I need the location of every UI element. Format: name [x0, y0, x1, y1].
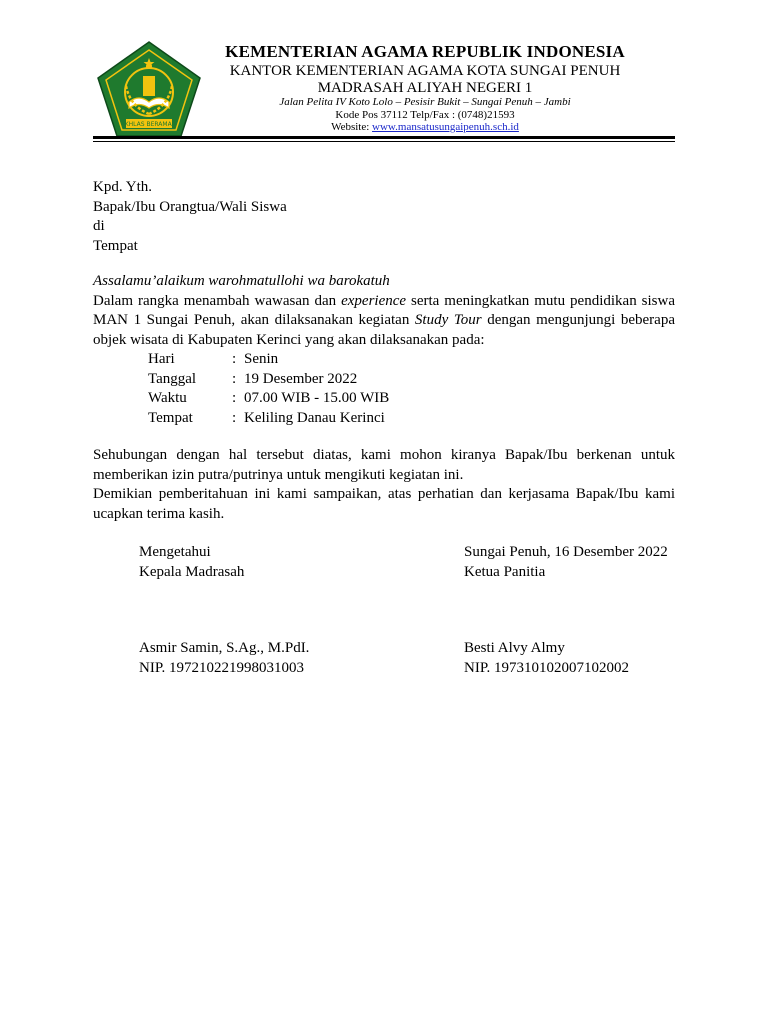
detail-colon: : [232, 370, 237, 387]
detail-colon: : [232, 409, 237, 426]
recipient-line: di [93, 218, 105, 234]
recipient-line: Bapak/Ibu Orangtua/Wali Siswa [93, 198, 287, 215]
paragraph-intro: Dalam rangka menambah wawasan dan experience serta meningkatkan mutu pendidikan siswa MAN 1 Sungai Penuh, akan dilaksanakan kegiatan Study Tour dengan mengunjungi beberapa objek wisata di Kabupaten Kerinci yang akan dilaksanakan pada: [93, 292, 675, 348]
detail-label: Hari [148, 351, 175, 367]
letterhead-school: MADRASAH ALIYAH NEGERI 1 [317, 80, 533, 96]
letterhead-ministry: KEMENTERIAN AGAMA REPUBLIK INDONESIA [225, 42, 625, 61]
detail-colon: : [232, 351, 237, 367]
signature-right-title [464, 543, 668, 582]
paragraph-request: Sehubungan dengan hal tersebut diatas, kami mohon kiranya Bapak/Ibu berkenan untuk memberikan izin putra/putrinya untuk mengikuti kegiatan ini. [93, 447, 675, 483]
letterhead-website [205, 122, 645, 133]
detail-value: 07.00 WIB - 15.00 WIB [244, 390, 390, 406]
place-date: Sungai Penuh, 16 Desember 2022 [464, 544, 668, 560]
detail-label: Tempat [148, 409, 193, 426]
signature-left-title [139, 543, 244, 582]
detail-row-day [148, 350, 389, 370]
svg-text:IKHLAS BERAMAL: IKHLAS BERAMAL [122, 121, 176, 128]
closing-block [93, 446, 675, 524]
detail-label: Tanggal [148, 370, 197, 387]
signer-name: Asmir Samin, S.Ag., M.PdI. [139, 640, 310, 656]
signature-right-name [464, 639, 629, 678]
letter-body [93, 272, 675, 350]
event-details [148, 350, 389, 428]
paragraph-closing: Demikian pemberitahuan ini kami sampaikan, atas perhatian dan kerjasama Bapak/Ibu kami ucapkan terima kasih. [93, 486, 675, 522]
letterhead-office: KANTOR KEMENTERIAN AGAMA KOTA SUNGAI PENUH [229, 63, 621, 79]
recipient-block [93, 178, 287, 256]
signature-left-name [139, 639, 309, 678]
signature-line: Mengetahui [139, 544, 211, 560]
detail-label: Waktu [148, 390, 187, 406]
website-label: Website: [331, 121, 373, 133]
letterhead-divider-thick [93, 136, 675, 139]
signer-nip: NIP. 197310102007102002 [464, 659, 630, 676]
ministry-logo [96, 40, 202, 138]
detail-value: Keliling Danau Kerinci [244, 409, 385, 426]
signature-role: Ketua Panitia [464, 563, 546, 580]
website-link[interactable]: www.mansatusungaipenuh.sch.id [372, 121, 519, 133]
detail-value: 19 Desember 2022 [244, 370, 358, 387]
signature-role: Kepala Madrasah [139, 563, 245, 580]
detail-row-date [148, 370, 389, 390]
letterhead-address: Jalan Pelita IV Koto Lolo – Pesisir Bukit – Sungai Penuh – Jambi [279, 96, 571, 108]
letterhead-postal: Kode Pos 37112 Telp/Fax : (0748)21593 [335, 109, 515, 121]
recipient-line: Tempat [93, 237, 138, 254]
detail-row-time [148, 389, 389, 409]
signer-nip: NIP. 197210221998031003 [139, 659, 305, 676]
detail-value: Senin [244, 351, 279, 367]
detail-colon: : [232, 390, 237, 406]
greeting: Assalamu’alaikum warohmatullohi wa barokatuh [93, 273, 390, 289]
recipient-line: Kpd. Yth. [93, 179, 153, 195]
letterhead-divider-thin [93, 141, 675, 142]
signer-name: Besti Alvy Almy [464, 640, 565, 656]
detail-row-place [148, 409, 389, 429]
